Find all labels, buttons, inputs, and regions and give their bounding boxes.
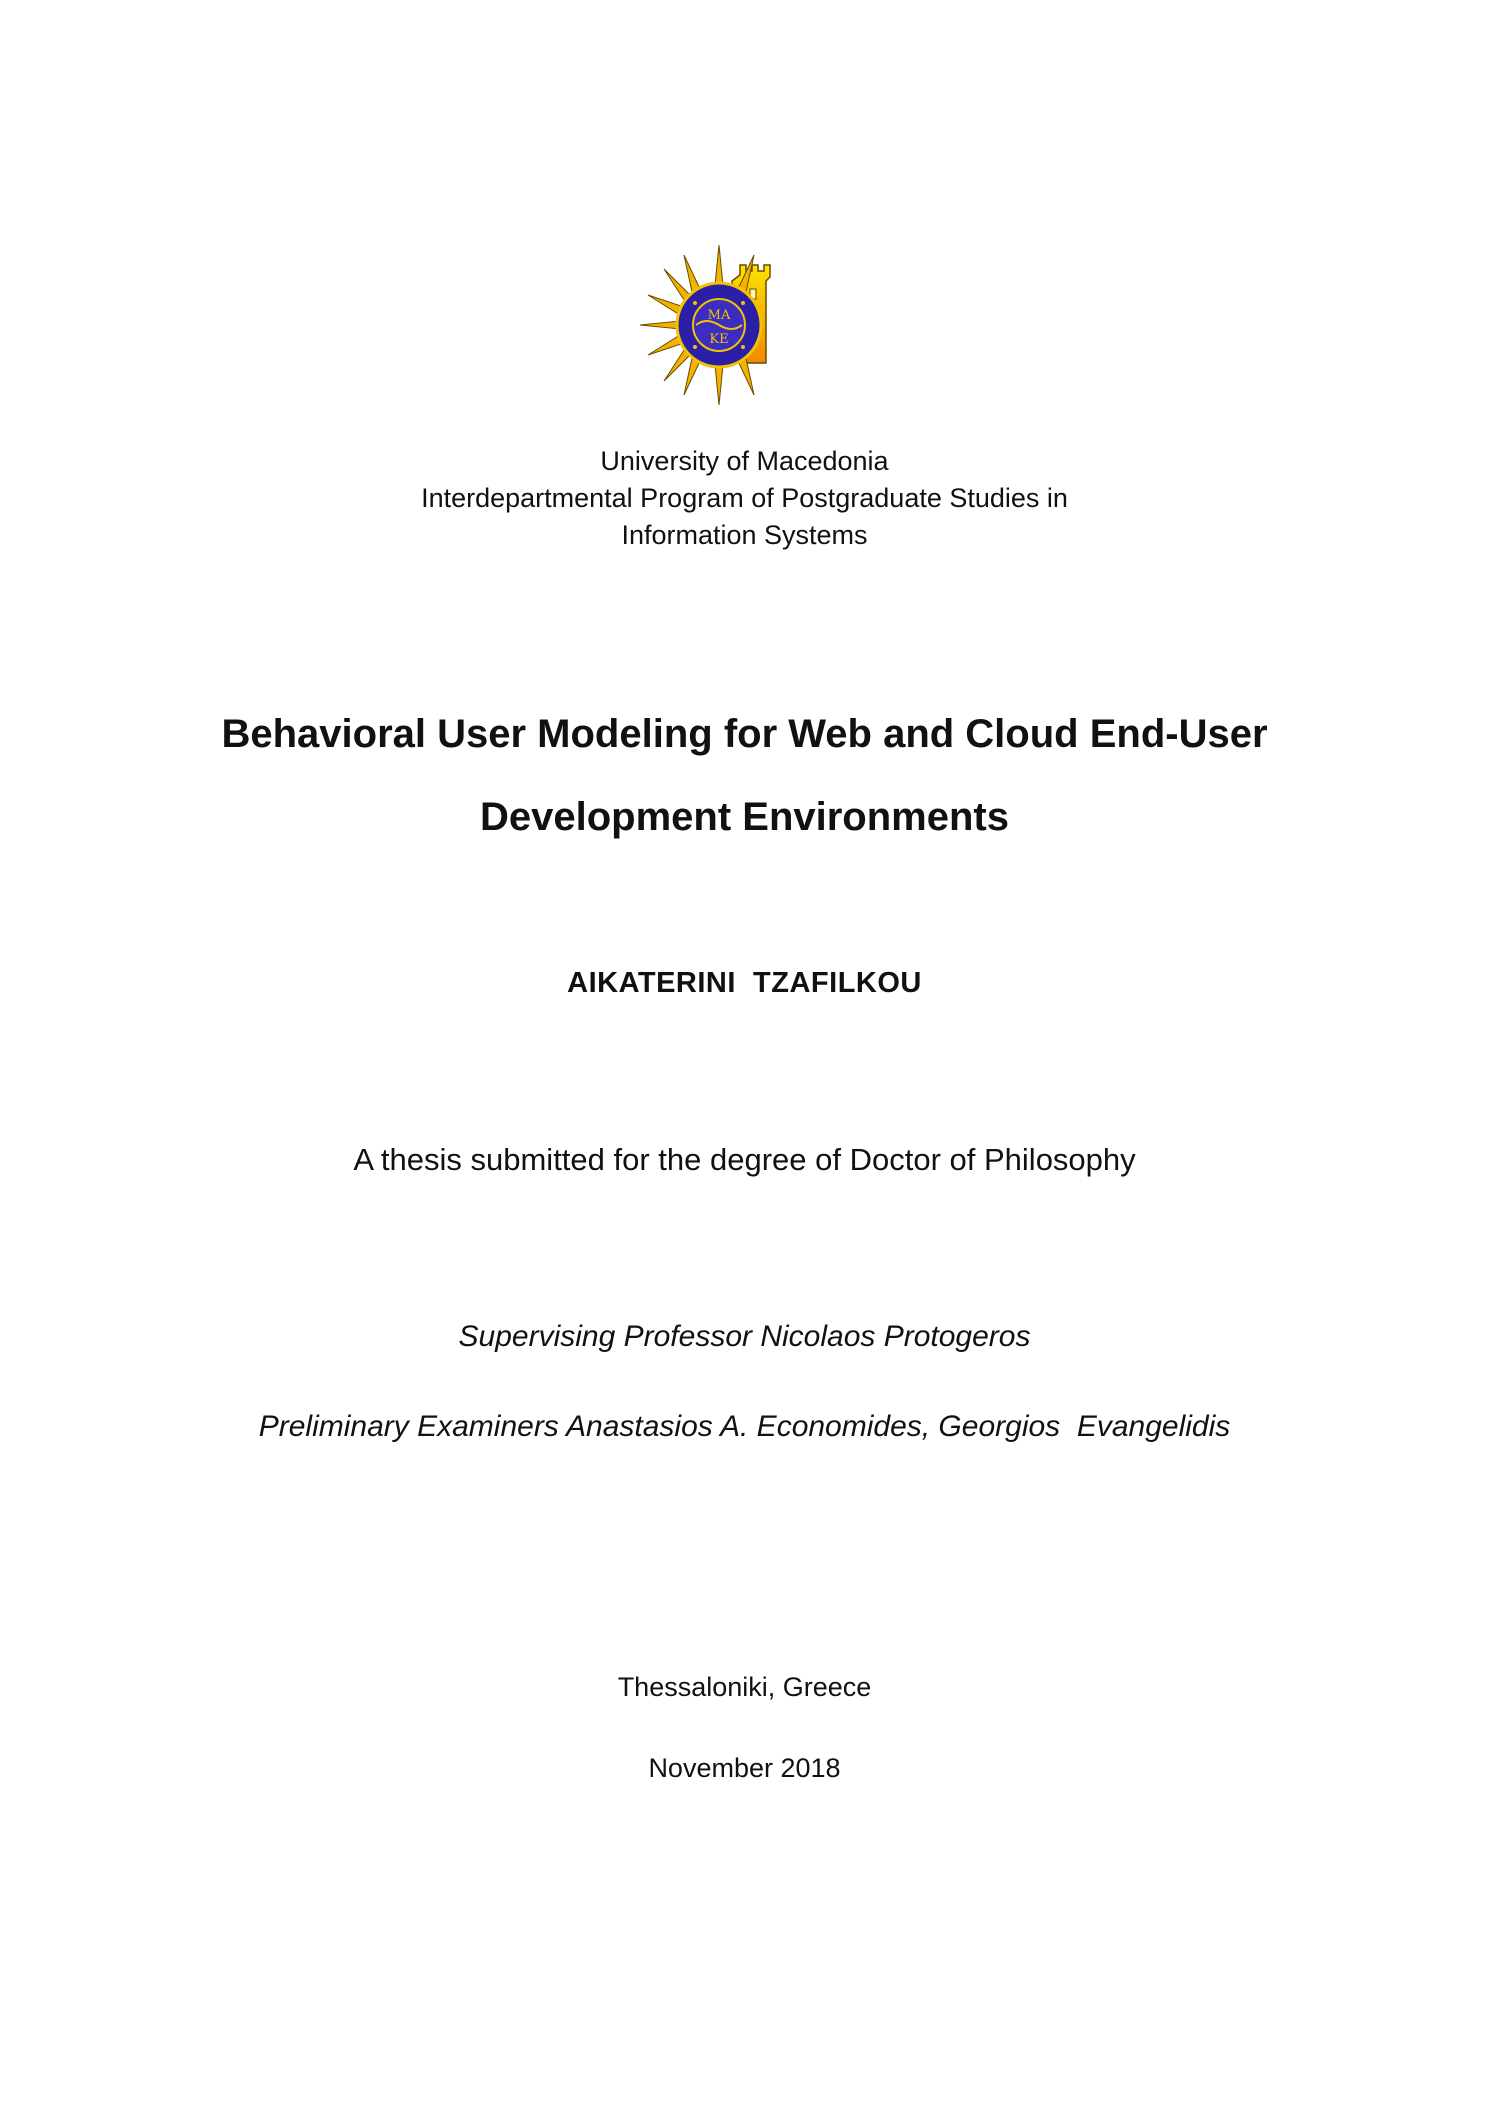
university-logo-icon [640, 245, 800, 410]
institution-name: University of Macedonia [600, 446, 889, 476]
institution-block [0, 443, 1489, 554]
supervisor-line: Supervising Professor Nicolaos Protogeros [458, 1320, 1031, 1353]
emblem-text-bottom: ΚΕ [709, 332, 729, 347]
emblem-disc-icon [677, 283, 761, 367]
submission-date: November 2018 [648, 1753, 841, 1783]
examiners-line: Preliminary Examiners Anastasios A. Economides, Georgios Evangelidis [258, 1410, 1231, 1443]
emblem-text-top: ΜΑ [707, 308, 731, 323]
degree-statement: A thesis submitted for the degree of Doctor of Philosophy [353, 1142, 1136, 1177]
thesis-title-line-2: Development Environments [479, 795, 1009, 839]
program-field: Information Systems [621, 520, 868, 550]
author-name: AIKATERINI TZAFILKOU [567, 967, 922, 999]
thesis-title [0, 693, 1489, 859]
location: Thessaloniki, Greece [617, 1672, 872, 1702]
program-name: Interdepartmental Program of Postgraduate Studies in [421, 483, 1068, 513]
thesis-title-line-1: Behavioral User Modeling for Web and Cloud End-User [221, 712, 1268, 756]
